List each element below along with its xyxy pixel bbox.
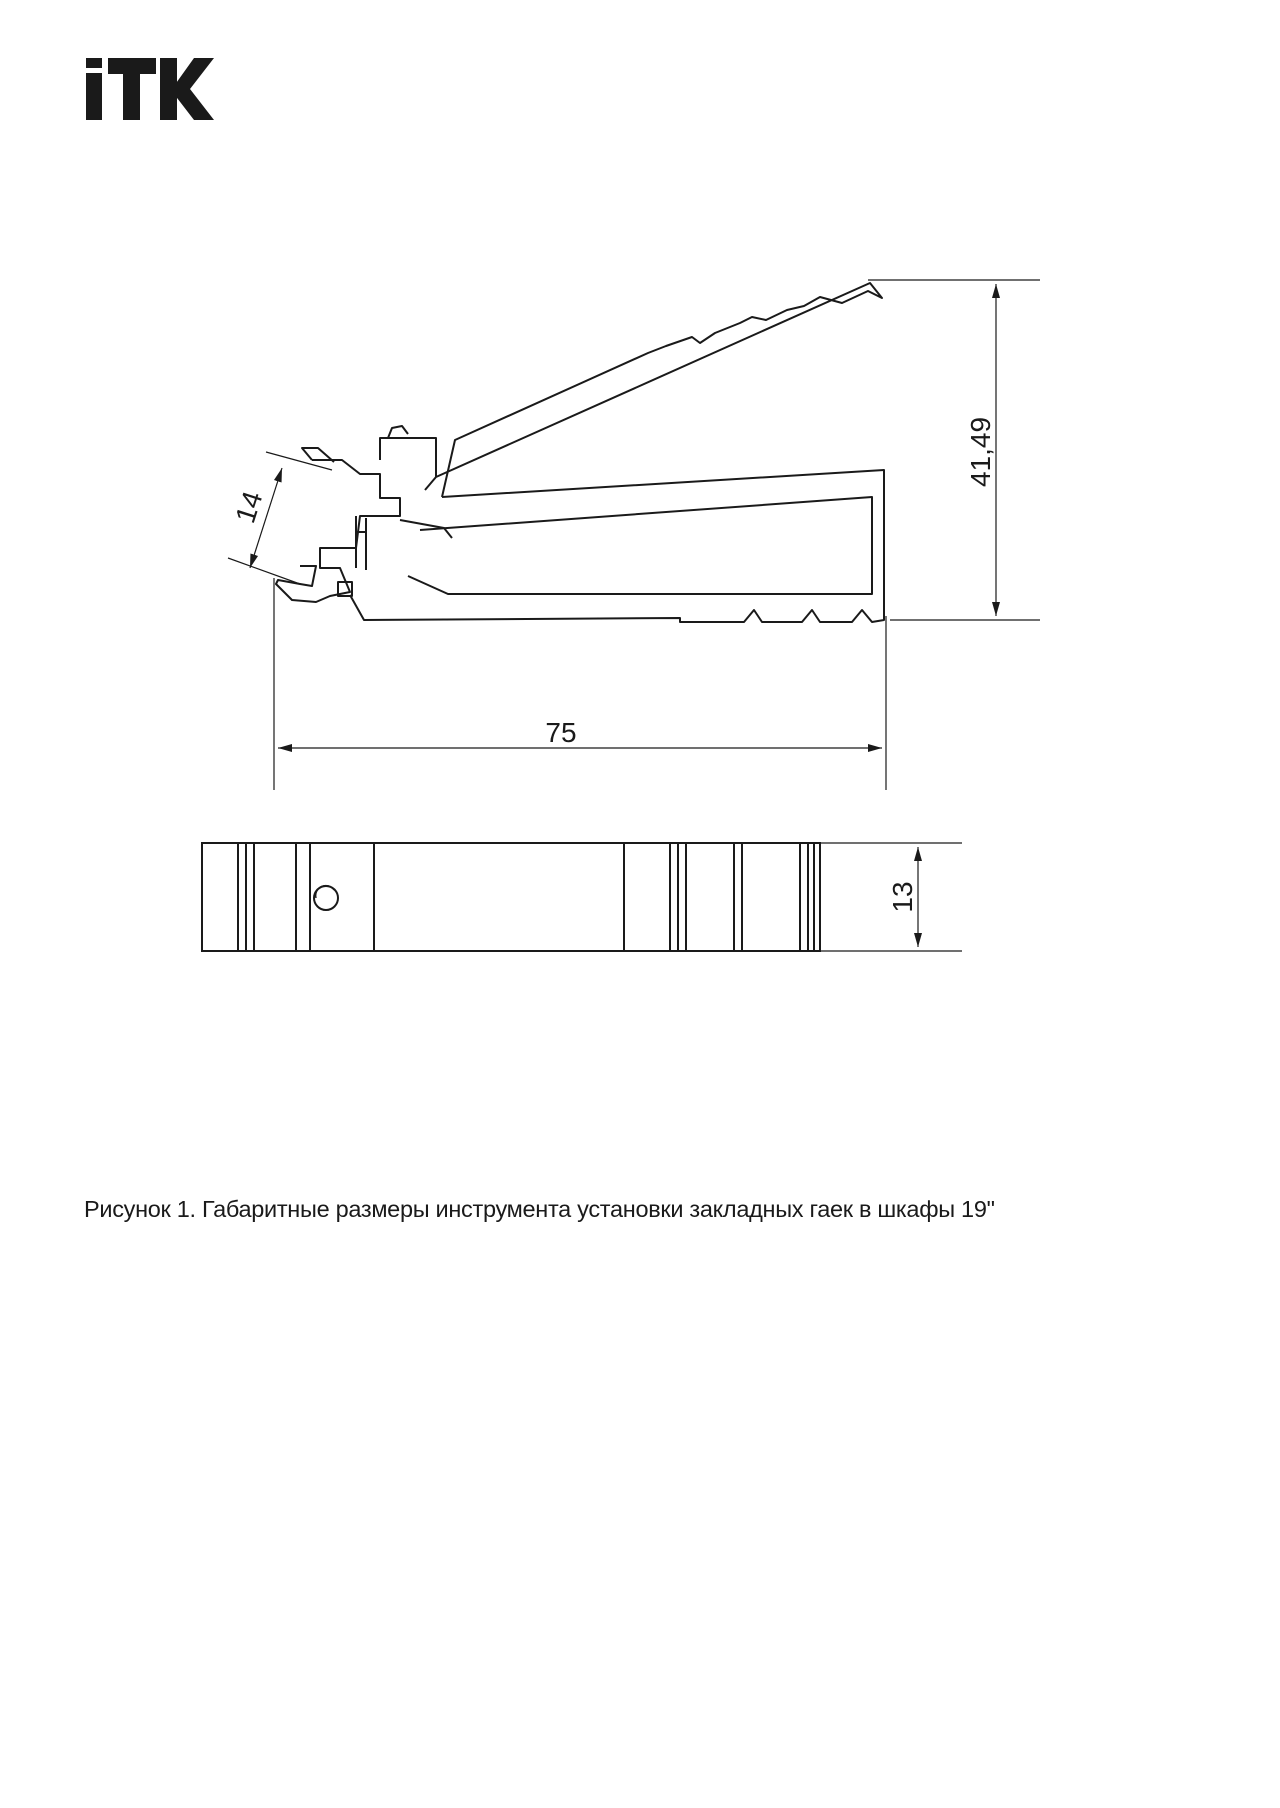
top-view bbox=[202, 843, 820, 951]
pivot-cap bbox=[388, 426, 408, 438]
length-dim-label: 75 bbox=[545, 717, 577, 748]
lower-body-outer bbox=[350, 470, 884, 622]
figure-caption: Рисунок 1. Габаритные размеры инструмента установки закладных гаек в шкафы 19" bbox=[84, 1196, 995, 1222]
lower-body-inner bbox=[408, 497, 872, 594]
thickness-dim-label: 13 bbox=[887, 881, 918, 913]
top-view-outline bbox=[202, 843, 820, 951]
jaw-dim-label: 14 bbox=[229, 487, 269, 527]
dimension-lines bbox=[228, 280, 1040, 790]
pivot-head bbox=[380, 438, 436, 477]
side-view bbox=[276, 283, 884, 622]
jaw-head bbox=[276, 460, 400, 602]
upper-lever bbox=[425, 283, 882, 497]
height-dim-label: 41,49 bbox=[965, 416, 996, 488]
